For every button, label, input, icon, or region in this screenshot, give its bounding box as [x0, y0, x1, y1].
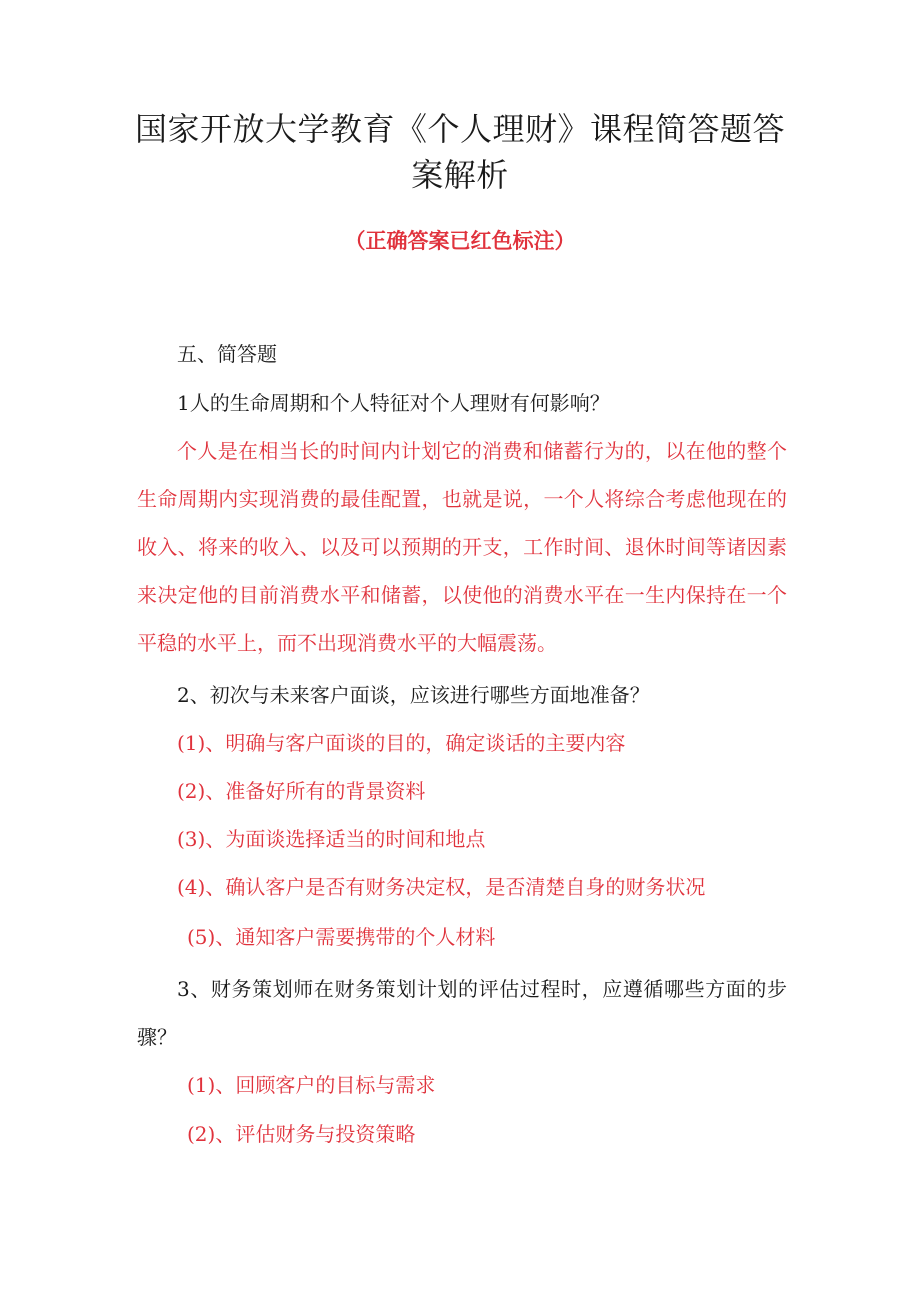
document-title [130, 106, 790, 198]
answer-2-item-2: (2)、准备好所有的背景资料 [177, 779, 426, 803]
answer-2-item-1: (1)、明确与客户面谈的目的，确定谈话的主要内容 [177, 731, 626, 755]
answer-2-item-4: (4)、确认客户是否有财务决定权，是否清楚自身的财务状况 [177, 875, 706, 899]
answer-1: 个人是在相当长的时间内计划它的消费和储蓄行为的，以在他的整个生命周期内实现消费的最佳配置，也就是说，一个人将综合考虑他现在的收入、将来的收入、以及可以预期的开支，工作时间、退休时间等诸因素来决定他的目前消费水平和储蓄，以使他的消费水平在一生内保持在一个平稳的水平上，而不出现消费水平的大幅震荡。 [137, 439, 787, 655]
document-title-line-1: 国家开放大学教育《个人理财》课程简答题答 [134, 110, 785, 148]
section-heading: 五、简答题 [177, 342, 277, 366]
document-title-line-2: 案解析 [411, 156, 509, 194]
answer-2-item-3: (3)、为面谈选择适当的时间和地点 [177, 827, 486, 851]
answer-3-item-1: (1)、回顾客户的目标与需求 [187, 1073, 436, 1097]
question-3: 3、财务策划师在财务策划计划的评估过程时，应遵循哪些方面的步骤？ [137, 977, 787, 1049]
question-1: 1人的生命周期和个人特征对个人理财有何影响？ [177, 391, 610, 415]
answer-3-item-2: (2)、评估财务与投资策略 [187, 1122, 416, 1146]
answer-2-item-5: (5)、通知客户需要携带的个人材料 [187, 925, 496, 949]
question-2: 2、初次与未来客户面谈，应该进行哪些方面地准备？ [177, 683, 650, 707]
answer-note: （正确答案已红色标注） [344, 229, 576, 253]
